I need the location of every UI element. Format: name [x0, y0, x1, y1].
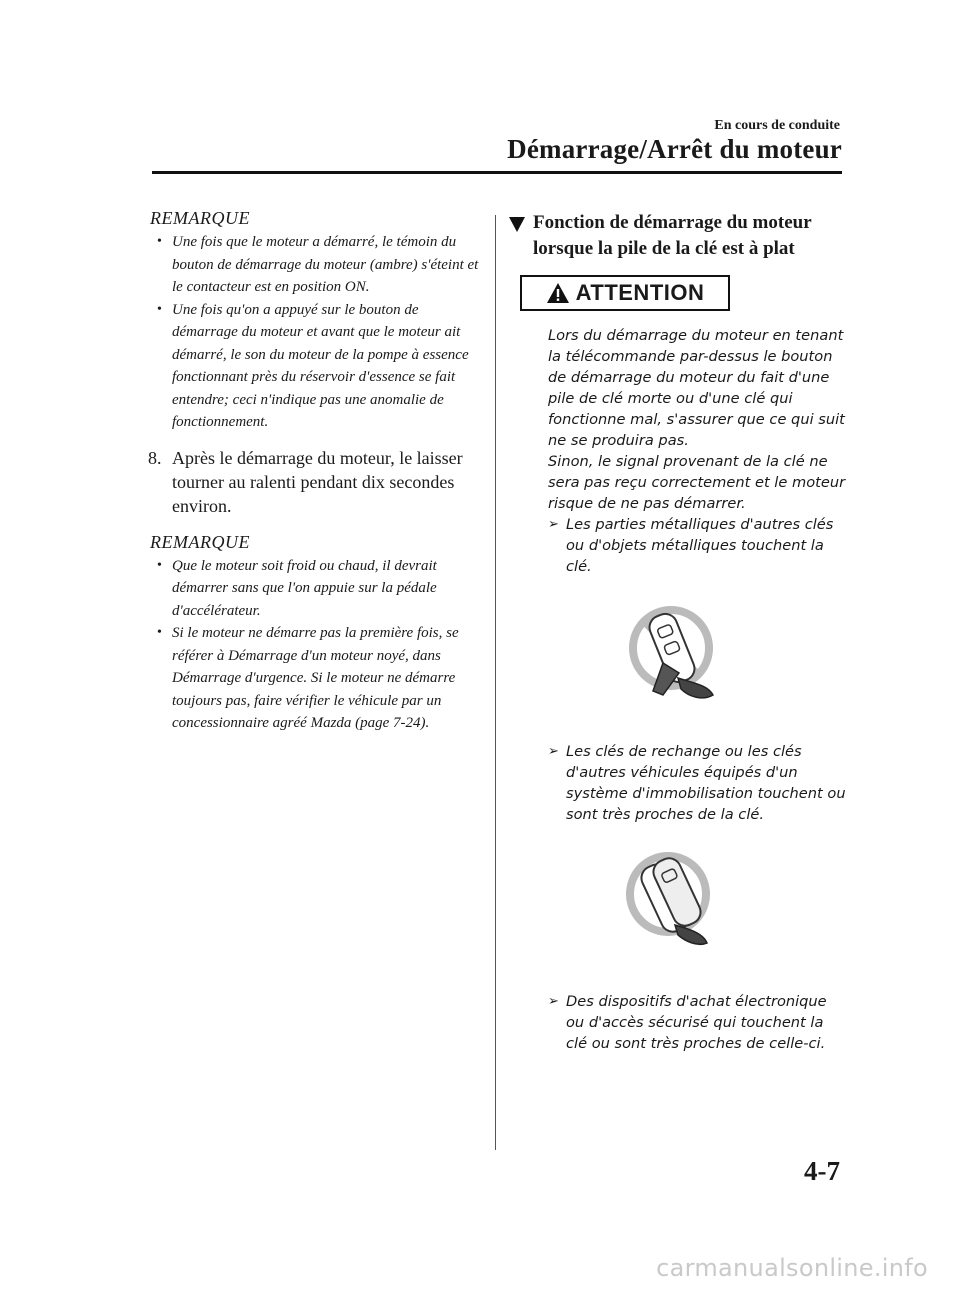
- attention-label: ATTENTION: [575, 280, 705, 305]
- key-spare-illustration-icon: [623, 849, 733, 959]
- page-number: 4-7: [804, 1156, 840, 1186]
- note-list: [148, 555, 483, 735]
- key-metal-illustration-icon: [623, 603, 733, 713]
- warning-icon: [546, 282, 570, 304]
- arrow-icon: ➢: [548, 744, 559, 759]
- left-column: [148, 208, 483, 747]
- watermark: carmanualsonline.info: [656, 1254, 928, 1282]
- header-section: En cours de conduite: [714, 118, 840, 133]
- header-rule: [152, 171, 842, 174]
- bullet-text: Les clés de rechange ou les clés d'autres véhicules équipés d'un système d'immobilisation touchent ou sont très proches de la clé.: [566, 743, 846, 823]
- note-item: • Si le moteur ne démarre pas la première fois, se référer à Démarrage d'un moteur noyé, dans Démarrage d'urgence. Si le moteur ne démarre toujours pas, faire vérifier le véhicule par un concessionnaire agréé Mazda (page 7-24).: [148, 622, 483, 735]
- step-8: [148, 446, 483, 518]
- bullet-text: Les parties métalliques d'autres clés ou d'objets métalliques touchent la clé.: [566, 516, 834, 575]
- arrow-icon: ➢: [548, 994, 559, 1009]
- section-title-text: Fonction de démarrage du moteur lorsque la pile de la clé est à plat: [533, 212, 812, 259]
- step-number: 8.: [148, 447, 162, 468]
- attention-text: Lors du démarrage du moteur en tenant la télécommande par-dessus le bouton de démarrage du moteur du fait d'une pile de clé morte ou d'une clé qui fonctionne mal, s'assurer que ce qui suit ne se produira pas.: [548, 327, 845, 449]
- page-title: Démarrage/Arrêt du moteur: [507, 134, 842, 164]
- note-item: • Que le moteur soit froid ou chaud, il devrait démarrer sans que l'on appuie sur la pédale d'accélérateur.: [148, 555, 483, 623]
- right-column: [508, 210, 848, 1054]
- bullet-item: [548, 741, 848, 825]
- bullet-item: [548, 991, 848, 1054]
- attention-text-2: Sinon, le signal provenant de la clé ne sera pas reçu correctement et le moteur risque de ne pas démarrer.: [548, 453, 846, 512]
- triangle-down-icon: [508, 215, 526, 233]
- attention-box: [520, 275, 730, 311]
- arrow-icon: ➢: [548, 517, 559, 532]
- bullet-text: Des dispositifs d'achat électronique ou d'accès sécurisé qui touchent la clé ou sont très proches de celle-ci.: [566, 993, 827, 1052]
- note-title: REMARQUE: [150, 208, 250, 228]
- note-item: • Une fois que le moteur a démarré, le témoin du bouton de démarrage du moteur (ambre) s'éteint et le contacteur est en position ON.: [148, 231, 483, 299]
- column-divider: [495, 215, 496, 1150]
- note-title: REMARQUE: [150, 531, 250, 552]
- section-heading: [508, 210, 848, 262]
- step-text: Après le démarrage du moteur, le laisser tourner au ralenti pendant dix secondes environ.: [172, 447, 463, 516]
- bullet-item: [548, 514, 848, 577]
- note-list: [148, 231, 483, 434]
- note-item: • Une fois qu'on a appuyé sur le bouton de démarrage du moteur et avant que le moteur ait démarré, le son du moteur de la pompe à essence fonctionnant près du réservoir d'essence se fait entendre; ceci n'indique pas une anomalie de fonctionnement.: [148, 299, 483, 434]
